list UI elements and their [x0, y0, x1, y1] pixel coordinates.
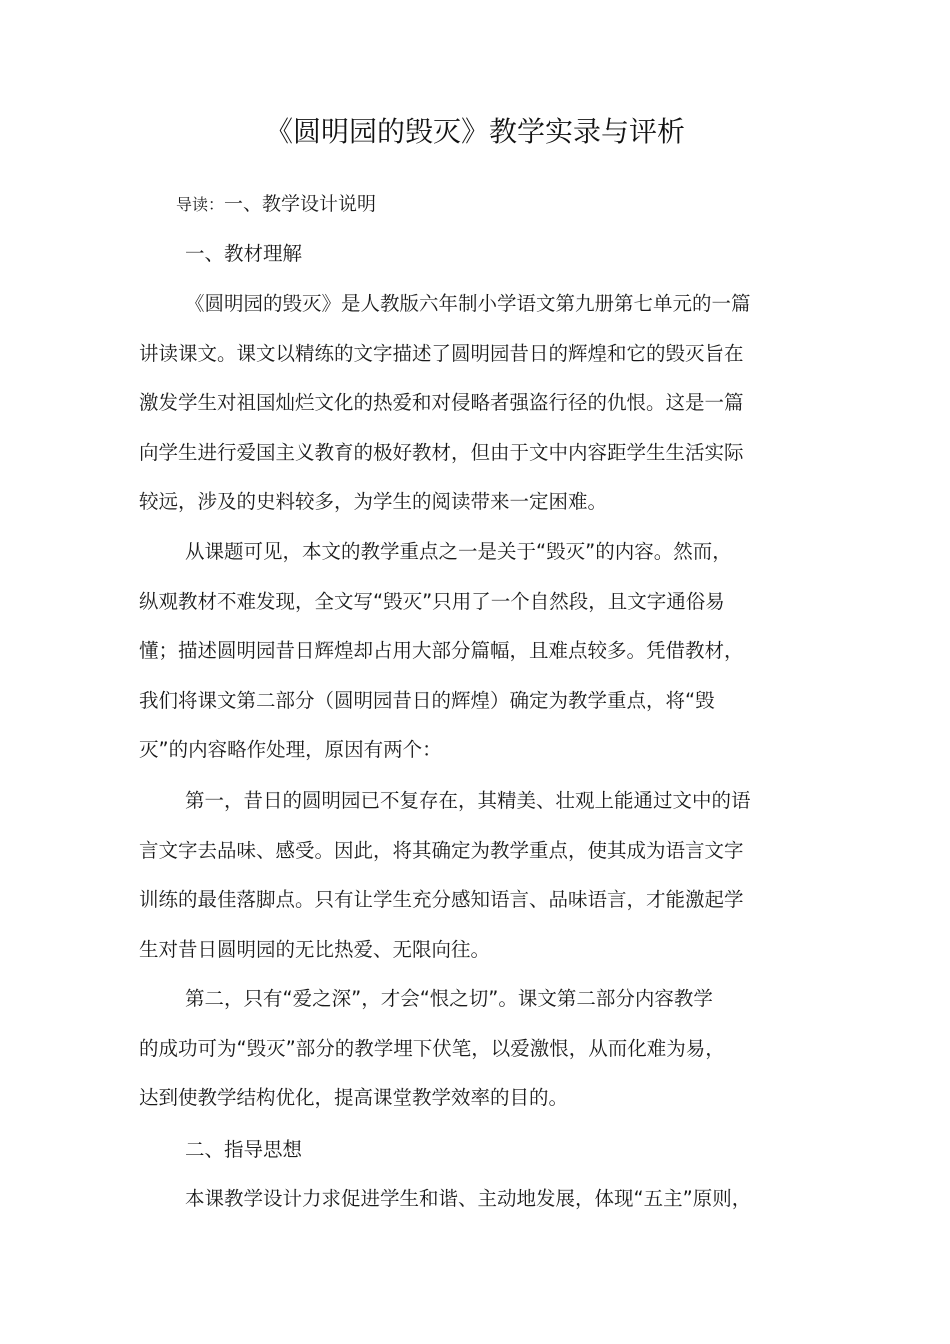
paragraph-line: 生对昔日圆明园的无比热爱、无限向往。 — [139, 937, 491, 961]
paragraph-line: 言文字去品味、感受。因此，将其确定为教学重点，使其成为语言文字 — [139, 838, 744, 862]
paragraph-line: 纵观教材不难发现，全文写“毁灭”只用了一个自然段，且文字通俗易 — [139, 589, 725, 613]
paragraph-line: 从课题可见，本文的教学重点之一是关于“毁灭”的内容。然而， — [185, 540, 732, 563]
section-heading-1: 一、教材理解 — [185, 242, 303, 265]
paragraph-line: 训练的最佳落脚点。只有让学生充分感知语言、品味语言，才能激起学 — [139, 888, 744, 911]
paragraph-5 — [139, 1174, 819, 1224]
paragraph-line: 第二，只有“爱之深”，才会“恨之切”。课文第二部分内容教学 — [185, 987, 713, 1010]
paragraph-1 — [139, 279, 819, 527]
paragraph-line: 向学生进行爱国主义教育的极好教材，但由于文中内容距学生生活实际 — [139, 440, 744, 464]
paragraph-line: 第一，昔日的圆明园已不复存在，其精美、壮观上能通过文中的语 — [185, 789, 751, 812]
lead-in-line — [176, 190, 376, 219]
paragraph-line: 本课教学设计力求促进学生和谐、主动地发展，体现“五主”原则， — [185, 1187, 752, 1210]
paragraph-line: 懂；描述圆明园昔日辉煌却占用大部分篇幅，且难点较多。凭借教材， — [139, 639, 744, 662]
paragraph-2 — [139, 527, 819, 775]
paragraph-3 — [139, 776, 819, 974]
paragraph-line: 我们将课文第二部分（圆明园昔日的辉煌）确定为教学重点，将“毁 — [139, 688, 715, 712]
paragraph-line: 达到使教学结构优化，提高课堂教学效率的目的。 — [139, 1086, 569, 1109]
document-title: 《圆明园的毁灭》教学实录与评析 — [264, 115, 685, 148]
lead-in-text: 一、教学设计说明 — [224, 193, 377, 215]
paragraph-line: 灭”的内容略作处理，原因有两个： — [139, 738, 442, 761]
paragraph-4 — [139, 974, 819, 1123]
paragraph-line: 较远，涉及的史料较多，为学生的阅读带来一定困难。 — [139, 490, 608, 513]
paragraph-line: 《圆明园的毁灭》是人教版六年制小学语文第九册第七单元的一篇 — [185, 292, 751, 315]
paragraph-line: 讲读课文。课文以精练的文字描述了圆明园昔日的辉煌和它的毁灭旨在 — [139, 341, 744, 365]
lead-in-label: 导读： — [176, 195, 225, 214]
paragraph-line: 激发学生对祖国灿烂文化的热爱和对侵略者强盗行径的仇恨。这是一篇 — [139, 391, 744, 414]
paragraph-line: 的成功可为“毁灭”部分的教学埋下伏笔，以爱激恨，从而化难为易， — [139, 1036, 725, 1060]
section-heading-2: 二、指导思想 — [185, 1138, 303, 1161]
